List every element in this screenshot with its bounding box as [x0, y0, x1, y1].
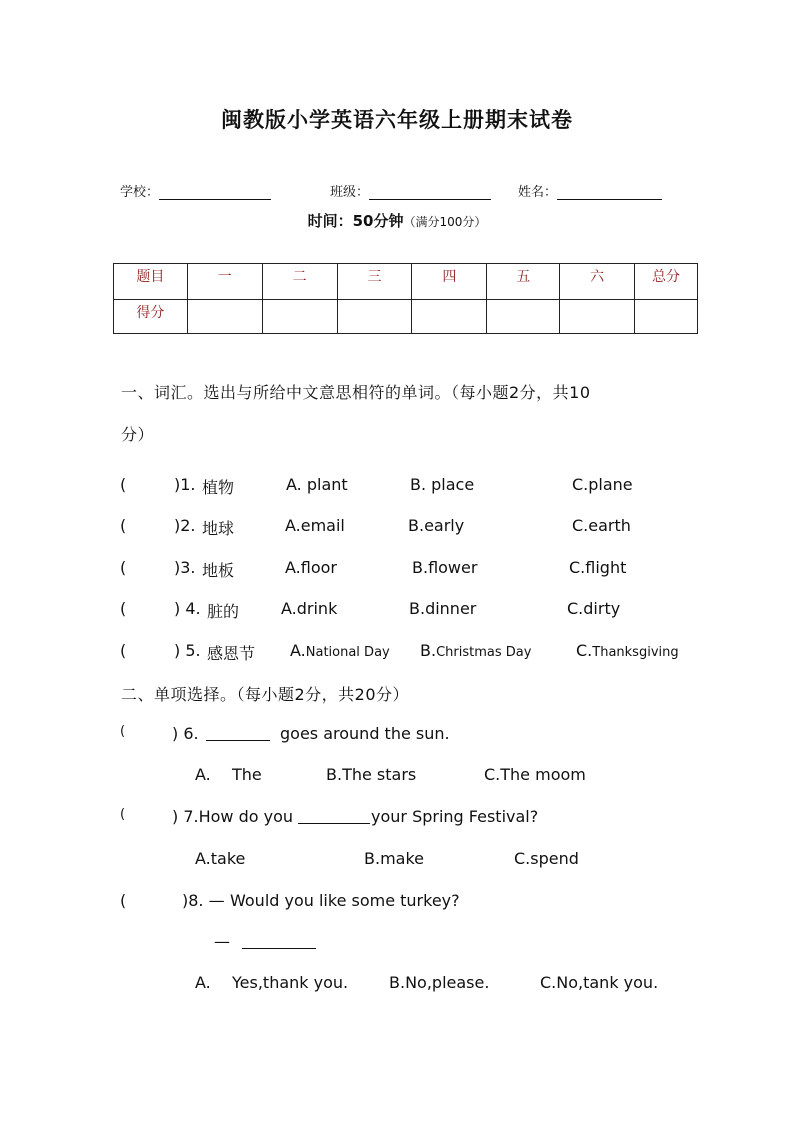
chinese-word: 脏的 — [207, 602, 240, 621]
option-c: C.earth — [572, 516, 631, 535]
score-cell[interactable] — [487, 300, 560, 334]
name-label: 姓名： — [518, 185, 558, 200]
score-cell[interactable] — [560, 300, 635, 334]
answer-paren[interactable]: ( — [120, 724, 126, 739]
school-blank[interactable] — [159, 185, 271, 200]
option-c: C.flight — [569, 558, 627, 577]
class-blank[interactable] — [369, 185, 491, 200]
option-b: B.flower — [412, 558, 478, 577]
option-c: C.No,tank you. — [540, 973, 659, 992]
option-a-letter: A. — [195, 973, 211, 992]
score-header: 六 — [560, 264, 635, 300]
option-c: C.plane — [572, 475, 633, 494]
section1-heading-cont: 分） — [121, 425, 155, 444]
option-b: B.make — [364, 849, 424, 868]
chinese-word: 地球 — [202, 519, 235, 538]
score-row-label: 得分 — [114, 300, 188, 334]
option-a: A.drink — [281, 599, 338, 618]
option-a-letter: A. — [195, 765, 211, 784]
option-b: B. place — [410, 475, 475, 494]
answer-blank[interactable] — [242, 934, 316, 949]
option-a: A.email — [285, 516, 345, 535]
option-c — [576, 641, 679, 660]
section2-heading: 二、单项选择。（每小题2分，共20分） — [121, 685, 410, 704]
score-cell[interactable] — [262, 300, 337, 334]
school-label: 学校： — [120, 185, 160, 200]
option-a — [290, 641, 390, 660]
chinese-word: 植物 — [202, 478, 235, 497]
option-text: National Day — [305, 645, 390, 660]
name-blank[interactable] — [557, 185, 662, 200]
option-a: Yes,thank you. — [232, 973, 349, 992]
chinese-word: 地板 — [202, 561, 235, 580]
time-label: 时间：50分钟 — [307, 212, 404, 230]
option-a: A.take — [195, 849, 246, 868]
score-header: 五 — [487, 264, 560, 300]
score-header: 四 — [412, 264, 487, 300]
option-c: C.The moom — [484, 765, 586, 784]
section1-heading: 一、词汇。选出与所给中文意思相符的单词。（每小题2分，共10 — [121, 383, 591, 402]
score-header: 一 — [187, 264, 262, 300]
option-c: C.dirty — [567, 599, 621, 618]
score-header: 二 — [262, 264, 337, 300]
answer-blank[interactable] — [206, 726, 270, 741]
option-a: A.floor — [285, 558, 337, 577]
class-label: 班级： — [330, 185, 370, 200]
score-header: 总分 — [635, 264, 698, 300]
question-number: )1. — [174, 475, 196, 494]
option-b: B.early — [408, 516, 465, 535]
full-score-note: （满分100分） — [403, 215, 487, 229]
option-b — [420, 641, 531, 660]
option-a: A. plant — [286, 475, 348, 494]
question-text: Would you like some turkey? — [230, 891, 460, 910]
option-text: Thanksgiving — [592, 645, 679, 660]
question-number: )2. — [174, 516, 196, 535]
option-b: B.No,please. — [389, 973, 490, 992]
question-number: )8. — — [182, 891, 225, 910]
chinese-word: 感恩节 — [207, 644, 256, 663]
score-cell[interactable] — [635, 300, 698, 334]
question-number: )3. — [174, 558, 196, 577]
answer-blank[interactable] — [298, 809, 370, 824]
score-header: 题目 — [114, 264, 188, 300]
question-number: ) 6. — [172, 724, 199, 743]
option-b: B.dinner — [409, 599, 477, 618]
question-number: ) 5. — [174, 641, 201, 660]
page-title: 闽教版小学英语六年级上册期末试卷 — [221, 107, 573, 132]
question-number: ) 7.How do you — [172, 807, 294, 826]
answer-paren[interactable]: ( — [120, 641, 127, 660]
score-cell[interactable] — [337, 300, 412, 334]
score-table — [113, 263, 698, 334]
option-c: C.spend — [514, 849, 579, 868]
answer-paren[interactable]: ( — [120, 558, 127, 577]
answer-paren[interactable]: ( — [120, 516, 127, 535]
reply-dash: — — [214, 932, 230, 951]
score-header: 三 — [337, 264, 412, 300]
question-text: your Spring Festival? — [371, 807, 539, 826]
name-field — [518, 181, 662, 200]
option-letter: C. — [576, 641, 593, 660]
score-cell[interactable] — [187, 300, 262, 334]
answer-paren[interactable]: ( — [120, 475, 127, 494]
answer-paren[interactable]: ( — [120, 807, 126, 822]
question-text: goes around the sun. — [280, 724, 450, 743]
answer-paren[interactable]: ( — [120, 599, 127, 618]
time-line — [0, 210, 794, 231]
school-field — [120, 181, 271, 200]
option-text: Christmas Day — [436, 645, 532, 660]
answer-paren[interactable]: ( — [120, 891, 127, 910]
class-field — [330, 181, 491, 200]
option-a: The — [232, 765, 262, 784]
option-b: B.The stars — [326, 765, 417, 784]
option-letter: B. — [420, 641, 437, 660]
question-number: ) 4. — [174, 599, 201, 618]
option-letter: A. — [290, 641, 306, 660]
score-cell[interactable] — [412, 300, 487, 334]
